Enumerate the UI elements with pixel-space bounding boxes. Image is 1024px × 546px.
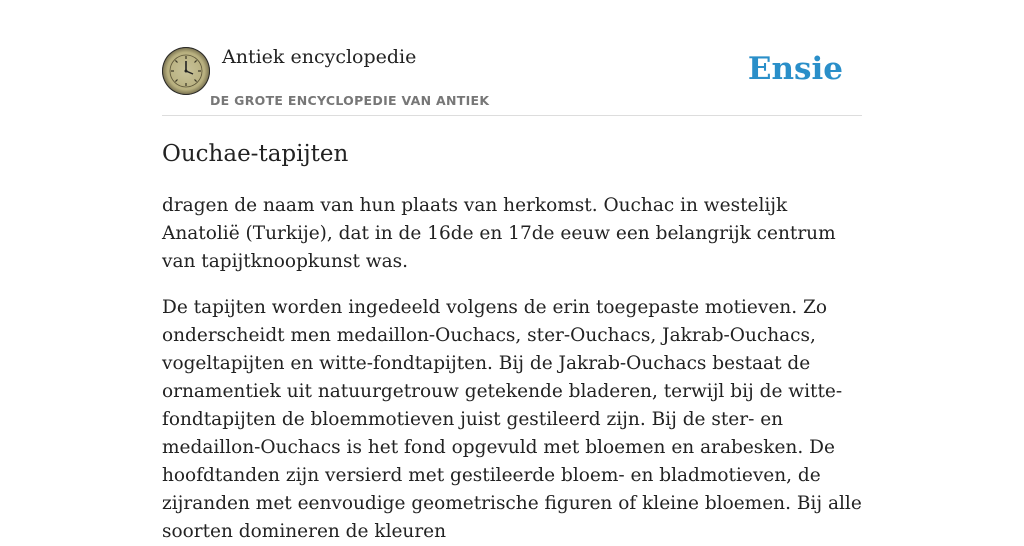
- brand-logo-link[interactable]: Ensie: [747, 51, 843, 87]
- site-title[interactable]: Antiek encyclopedie: [222, 46, 417, 68]
- site-subtitle: DE GROTE ENCYCLOPEDIE VAN ANTIEK: [210, 93, 490, 108]
- site-header: [162, 44, 862, 116]
- article-paragraph: dragen de naam van hun plaats van herkomst. Ouchac in westelijk Anatolië (Turkije), dat in de 16de en 17de eeuw een belangrijk centrum van tapijtknoopkunst was.: [162, 195, 836, 272]
- article: [162, 136, 862, 546]
- clock-logo-icon[interactable]: [162, 47, 210, 95]
- article-paragraph: De tapijten worden ingedeeld volgens de erin toegepaste motieven. Zo onderscheidt men medaillon-Ouchacs, ster-Ouchacs, Jakrab-Ouchacs, vogeltapijten en witte-fondtapijten. Bij de Jakrab-Ouchacs bestaat de ornamentiek uit natuurgetrouw getekende bladeren, terwijl bij de witte-fondtapijten de bloemmotieven juist gestileerd zijn. Bij de ster- en medaillon-Ouchacs is het fond opgevuld met bloemen en arabesken. De hoofdtanden zijn versierd met gestileerde bloem- en bladmotieven, de zijranden met eenvoudige geometrische figuren of kleine bloemen. Bij alle soorten domineren de kleuren: [162, 297, 862, 542]
- header-divider: [162, 115, 862, 116]
- article-title: Ouchae-tapijten: [162, 141, 349, 167]
